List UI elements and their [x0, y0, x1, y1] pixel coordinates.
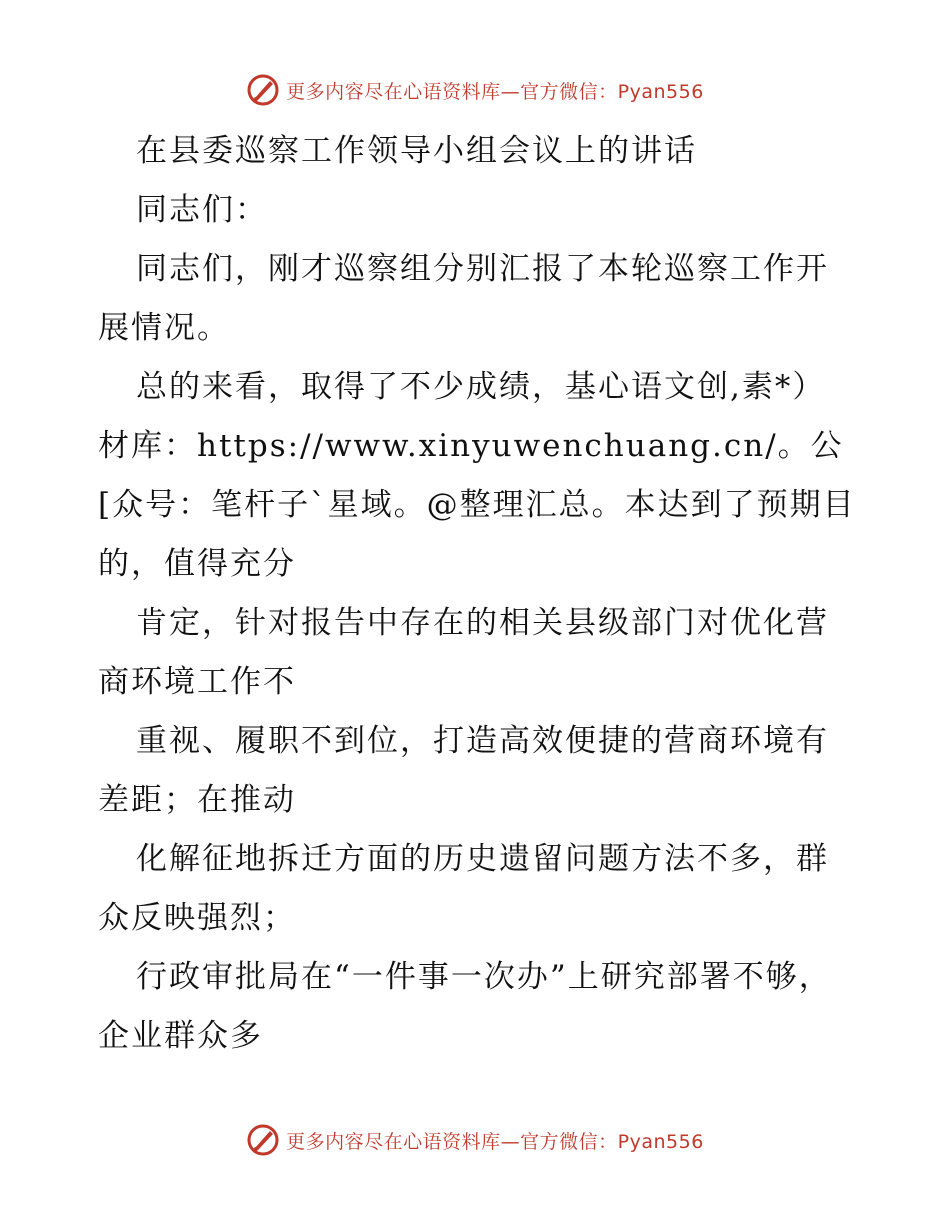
- quill-logo-icon: [246, 73, 280, 107]
- document-title: 在县委巡察工作领导小组会议上的讲话: [136, 133, 697, 169]
- watermark-text: 更多内容尽在心语资料库—官方微信：Pyan556: [286, 1130, 704, 1153]
- quill-logo-icon: [246, 1123, 280, 1157]
- paragraph-1: 同志们，刚才巡察组分别汇报了本轮巡察工作开展情况。: [98, 251, 829, 346]
- salutation: 同志们：: [136, 192, 268, 228]
- paragraph-2: 总的来看，取得了不少成绩，基心语文创,素*）材库：https://www.xinyuwenchuang.cn/。公[众号：笔杆子`星域。@整理汇总。本达到了预期目的，值得充分: [98, 369, 856, 582]
- paragraph-4: 重视、履职不到位，打造高效便捷的营商环境有差距；在推动: [98, 723, 829, 818]
- footer-watermark: [0, 1120, 950, 1160]
- document-body: [98, 122, 858, 1066]
- watermark-text: 更多内容尽在心语资料库—官方微信：Pyan556: [286, 80, 704, 103]
- paragraph-5: 化解征地拆迁方面的历史遗留问题方法不多，群众反映强烈；: [98, 841, 829, 936]
- header-watermark: [0, 70, 950, 110]
- paragraph-3: 肯定，针对报告中存在的相关县级部门对优化营商环境工作不: [98, 605, 829, 700]
- paragraph-6: 行政审批局在“一件事一次办”上研究部署不够，企业群众多: [98, 959, 832, 1054]
